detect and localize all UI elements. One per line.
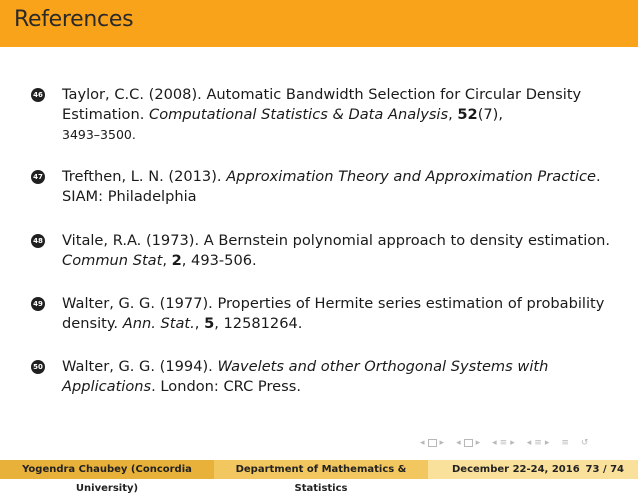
reference-title: A Bernstein polynomial approach to density estimation. xyxy=(203,232,611,249)
nav-right-arrow-icon[interactable]: ▸ xyxy=(544,438,550,448)
nav-right-arrow-icon[interactable]: ▸ xyxy=(475,438,481,448)
reference-number-badge: 50 xyxy=(31,360,45,374)
reference-text xyxy=(62,357,622,397)
subsection-icon[interactable] xyxy=(464,439,473,447)
appendix-icon[interactable]: ≡ xyxy=(561,438,569,448)
reference-volume: 52 xyxy=(457,106,478,123)
reference-volume: 5 xyxy=(204,315,215,332)
footer-author: Yogendra Chaubey (Concordia University) xyxy=(0,460,214,479)
reference-text: Vitale, R.A. (1973). A Bernstein polynomial approach to density estimation. Commun Stat, 2, 493-506. xyxy=(62,232,611,269)
reference-publisher: . SIAM: Philadelphia xyxy=(62,168,601,205)
reference-journal: Commun Stat xyxy=(62,252,163,269)
nav-left-arrow-icon[interactable]: ◂ xyxy=(456,438,461,448)
reference-authors: Trefthen, L. N. (2013). xyxy=(62,168,222,185)
reference-text: Walter, G. G. (1977). Properties of Hermite series estimation of probability density. Ann. Stat., 5, 12581264. xyxy=(62,295,605,332)
beamer-navigation-bar xyxy=(420,436,588,450)
reference-number-badge: 49 xyxy=(31,297,45,311)
frame-icon[interactable] xyxy=(428,439,437,447)
nav-left-arrow-icon[interactable]: ◂ xyxy=(420,438,425,448)
reference-authors: Walter, G. G. (1994). xyxy=(62,358,213,375)
footer-date: December 22-24, 2016 xyxy=(452,464,580,475)
document-icon[interactable]: ≡ xyxy=(534,438,542,448)
reference-pages: , 493-506. xyxy=(181,252,257,269)
reference-book-title: Wavelets and other Orthogonal Systems with Applications xyxy=(62,358,549,395)
nav-right-arrow-icon[interactable]: ▸ xyxy=(439,438,445,448)
reference-text: Taylor, C.C. (2008). Automatic Bandwidth Selection for Circular Density Estimation. Computational Statistics & Data Analysis, 52(7), 3493–3500. xyxy=(62,85,622,145)
title-bar xyxy=(0,0,638,47)
reference-title: Properties of Hermite series estimation of probability density. xyxy=(62,295,605,332)
nav-right-arrow-icon[interactable]: ▸ xyxy=(510,438,515,448)
reference-pages: 3493–3500. xyxy=(62,127,136,142)
reference-issue: (7), xyxy=(477,106,503,123)
search-back-icon[interactable]: ↺ xyxy=(580,438,589,448)
reference-authors: Walter, G. G. (1977). xyxy=(62,295,213,312)
reference-text xyxy=(62,167,622,207)
nav-left-arrow-icon[interactable]: ◂ xyxy=(492,438,497,448)
reference-pages: , 12581264. xyxy=(214,315,303,332)
reference-journal: Computational Statistics & Data Analysis xyxy=(149,106,449,123)
reference-publisher: . London: CRC Press. xyxy=(151,378,301,395)
reference-number-badge: 47 xyxy=(31,170,45,184)
reference-authors: Vitale, R.A. (1973). xyxy=(62,232,200,249)
reference-number-badge: 46 xyxy=(31,88,45,102)
footer-bar xyxy=(0,460,638,494)
footer-date-page xyxy=(428,460,638,479)
reference-number-badge: 48 xyxy=(31,234,45,248)
reference-book-title: Approximation Theory and Approximation Practice xyxy=(226,168,596,185)
section-icon[interactable]: ≡ xyxy=(499,438,508,448)
footer-department: Department of Mathematics & Statistics xyxy=(214,460,428,479)
reference-volume: 2 xyxy=(171,252,182,269)
slide-title: References xyxy=(14,7,134,32)
footer-page-number: 73 / 74 xyxy=(585,464,624,475)
reference-title: Automatic Bandwidth Selection for Circular Density Estimation. xyxy=(62,86,582,123)
reference-authors: Taylor, C.C. (2008). xyxy=(62,86,202,103)
nav-left-arrow-icon[interactable]: ◂ xyxy=(526,438,532,448)
reference-journal: Ann. Stat. xyxy=(122,315,195,332)
